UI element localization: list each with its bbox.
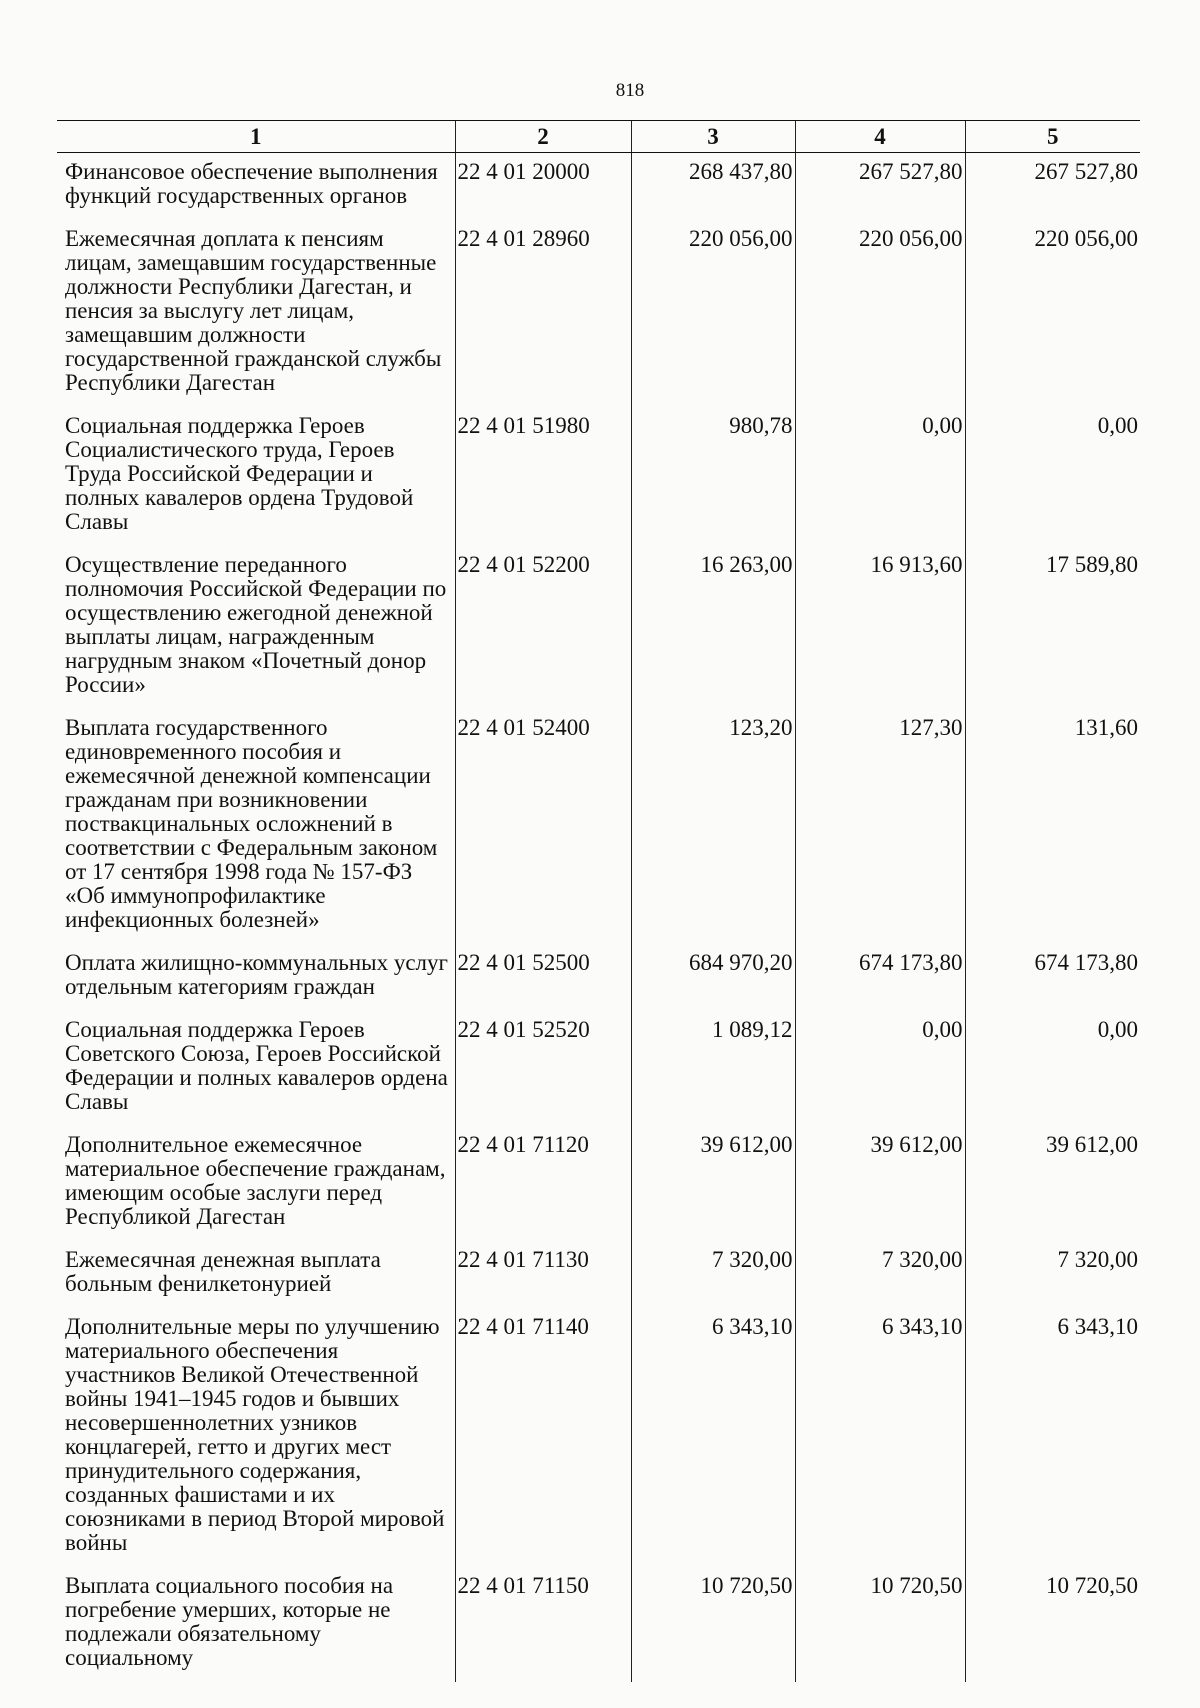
row-value-col4: 10 720,50 (795, 1567, 965, 1682)
row-value-col4: 7 320,00 (795, 1241, 965, 1308)
row-value-col5: 17 589,80 (965, 546, 1140, 709)
row-value-col5: 131,60 (965, 709, 1140, 944)
row-name: Ежемесячная доплата к пенсиям лицам, замещавшим государственные должности Республики Дагестан, и пенсия за выслугу лет лицам, замещавшим должности государственной гражданской службы Республики Дагестан (65, 226, 442, 395)
row-value-col4: 6 343,10 (795, 1308, 965, 1567)
row-value-col4: 267 527,80 (795, 153, 965, 221)
table-row (57, 1308, 1140, 1567)
row-name: Выплата государственного единовременного пособия и ежемесячной денежной компенсации гражданам при возникновении поствакцинальных осложнений в соответствии с Федеральным законом от 17 сентября 1998 года № 157-ФЗ «Об иммунопрофилактике инфекционных болезней» (65, 715, 438, 932)
row-value-col5: 10 720,50 (965, 1567, 1140, 1682)
table-row (57, 709, 1140, 944)
row-value-col5: 0,00 (965, 1011, 1140, 1126)
row-value-col4: 39 612,00 (795, 1126, 965, 1241)
row-value-col3: 10 720,50 (631, 1567, 795, 1682)
row-value-col3: 39 612,00 (631, 1126, 795, 1241)
row-name: Дополнительные меры по улучшению материального обеспечения участников Великой Отечественной войны 1941–1945 годов и бывших несовершеннолетних узников концлагерей, гетто и других мест принудительного содержания, созданных фашистами и их союзниками в период Второй мировой войны (65, 1314, 445, 1555)
column-header-2: 2 (455, 121, 631, 153)
page-number: 818 (615, 80, 645, 101)
row-value-col5: 674 173,80 (965, 944, 1140, 1011)
row-code: 22 4 01 71130 (455, 1241, 631, 1308)
table-row (57, 1241, 1140, 1308)
row-value-col3: 684 970,20 (631, 944, 795, 1011)
table-row (57, 944, 1140, 1011)
row-value-col3: 980,78 (631, 407, 795, 546)
table-body (57, 153, 1140, 1683)
column-header-4: 4 (795, 121, 965, 153)
row-value-col5: 6 343,10 (965, 1308, 1140, 1567)
column-header-1: 1 (57, 121, 455, 153)
row-code: 22 4 01 28960 (455, 220, 631, 407)
row-value-col4: 220 056,00 (795, 220, 965, 407)
row-code: 22 4 01 52400 (455, 709, 631, 944)
table-row (57, 1126, 1140, 1241)
table-header-row (57, 121, 1140, 153)
row-value-col3: 123,20 (631, 709, 795, 944)
row-value-col3: 7 320,00 (631, 1241, 795, 1308)
row-name: Дополнительное ежемесячное материальное обеспечение гражданам, имеющим особые заслуги перед Республикой Дагестан (65, 1132, 446, 1229)
row-code: 22 4 01 71150 (455, 1567, 631, 1682)
row-value-col5: 7 320,00 (965, 1241, 1140, 1308)
row-code: 22 4 01 71140 (455, 1308, 631, 1567)
table-row (57, 220, 1140, 407)
row-name: Социальная поддержка Героев Социалистического труда, Героев Труда Российской Федерации и полных кавалеров ордена Трудовой Славы (65, 413, 414, 534)
row-name: Финансовое обеспечение выполнения функций государственных органов (65, 159, 438, 208)
row-value-col3: 16 263,00 (631, 546, 795, 709)
row-value-col4: 127,30 (795, 709, 965, 944)
row-value-col3: 6 343,10 (631, 1308, 795, 1567)
row-value-col5: 0,00 (965, 407, 1140, 546)
row-code: 22 4 01 20000 (455, 153, 631, 221)
column-header-5: 5 (965, 121, 1140, 153)
row-name: Ежемесячная денежная выплата больным фенилкетонурией (65, 1247, 381, 1296)
row-name: Социальная поддержка Героев Советского Союза, Героев Российской Федерации и полных кавалеров ордена Славы (65, 1017, 448, 1114)
table-row (57, 546, 1140, 709)
row-value-col5: 267 527,80 (965, 153, 1140, 221)
table-row (57, 153, 1140, 221)
row-value-col4: 0,00 (795, 407, 965, 546)
row-code: 22 4 01 52520 (455, 1011, 631, 1126)
column-header-3: 3 (631, 121, 795, 153)
row-value-col4: 0,00 (795, 1011, 965, 1126)
budget-table (57, 120, 1140, 1682)
row-name: Оплата жилищно-коммунальных услуг отдельным категориям граждан (65, 950, 448, 999)
row-value-col5: 39 612,00 (965, 1126, 1140, 1241)
row-value-col5: 220 056,00 (965, 220, 1140, 407)
row-value-col4: 674 173,80 (795, 944, 965, 1011)
table-row (57, 1567, 1140, 1682)
row-code: 22 4 01 52200 (455, 546, 631, 709)
row-value-col3: 1 089,12 (631, 1011, 795, 1126)
row-code: 22 4 01 71120 (455, 1126, 631, 1241)
row-value-col3: 220 056,00 (631, 220, 795, 407)
table-row (57, 1011, 1140, 1126)
table-row (57, 407, 1140, 546)
row-name: Осуществление переданного полномочия Российской Федерации по осуществлению ежегодной денежной выплаты лицам, награжденным нагрудным знаком «Почетный донор России» (65, 552, 447, 697)
row-code: 22 4 01 52500 (455, 944, 631, 1011)
row-value-col3: 268 437,80 (631, 153, 795, 221)
row-value-col4: 16 913,60 (795, 546, 965, 709)
row-code: 22 4 01 51980 (455, 407, 631, 546)
row-name: Выплата социального пособия на погребение умерших, которые не подлежали обязательному социальному (65, 1573, 394, 1670)
